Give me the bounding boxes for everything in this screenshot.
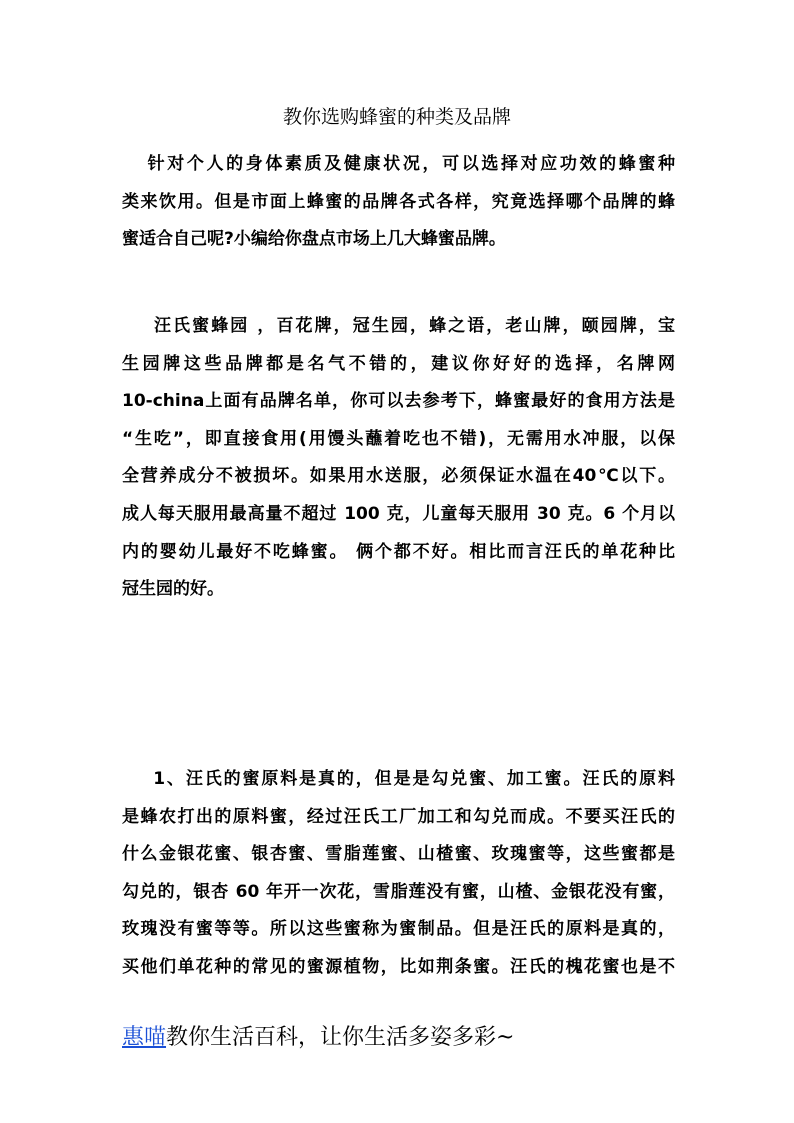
text-line: 生园牌这些品牌都是名气不错的，建议你好好的选择，名牌网 [122,353,675,374]
text-line: 成人每天服用最高量不超过 100 克，儿童每天服用 30 克。6 个月以 [122,503,675,524]
brand-link[interactable]: 惠喵 [122,1025,167,1050]
text-line: 10-china上面有品牌名单，你可以去参考下，蜂蜜最好的食用方法是 [122,391,675,412]
text-line: 玫瑰没有蜜等等。所以这些蜜称为蜜制品。但是汪氏的原料是真的， [122,919,675,940]
footer-slogan: 教你生活百科，让你生活多姿多彩~ [166,1025,515,1050]
paragraph-intro [122,146,675,259]
paragraph-brands [122,308,675,609]
text-line: 是蜂农打出的原料蜜，经过汪氏工厂加工和勾兑而成。不要买汪氏的 [122,806,675,827]
text-line: 全营养成分不被损坏。如果用水送服，必须保证水温在40℃以下。 [122,466,675,487]
text-line: 买他们单花种的常见的蜜源植物，比如荆条蜜。汪氏的槐花蜜也是不 [122,956,675,977]
text-line: 什么金银花蜜、银杏蜜、雪脂莲蜜、山楂蜜、玫瑰蜜等，这些蜜都是 [122,844,675,865]
document-title: 教你选购蜂蜜的种类及品牌 [282,106,511,128]
text-line: 内的婴幼儿最好不吃蜂蜜。 俩个都不好。相比而言汪氏的单花种比 [122,541,675,562]
footer-banner [122,1022,514,1054]
text-line: 1、汪氏的蜜原料是真的，但是是勾兑蜜、加工蜜。汪氏的原料 [122,769,675,789]
text-line: 类来饮用。但是市面上蜂蜜的品牌各式各样，究竟选择哪个品牌的蜂 [122,191,675,212]
paragraph-wangshi [122,761,675,987]
text-line: 勾兑的，银杏 60 年开一次花，雪脂莲没有蜜，山楂、金银花没有蜜， [122,881,675,902]
text-line: 汪氏蜜蜂园 ，百花牌，冠生园，蜂之语，老山牌，颐园牌，宝 [122,316,675,336]
text-line: “生吃”，即直接食用(用馒头蘸着吃也不错)，无需用水冲服，以保 [122,428,675,449]
text-line: 蜜适合自己呢?小编给你盘点市场上几大蜂蜜品牌。 [122,229,506,250]
text-line: 冠生园的好。 [122,579,224,600]
text-line: 针对个人的身体素质及健康状况，可以选择对应功效的蜂蜜种 [122,154,675,174]
